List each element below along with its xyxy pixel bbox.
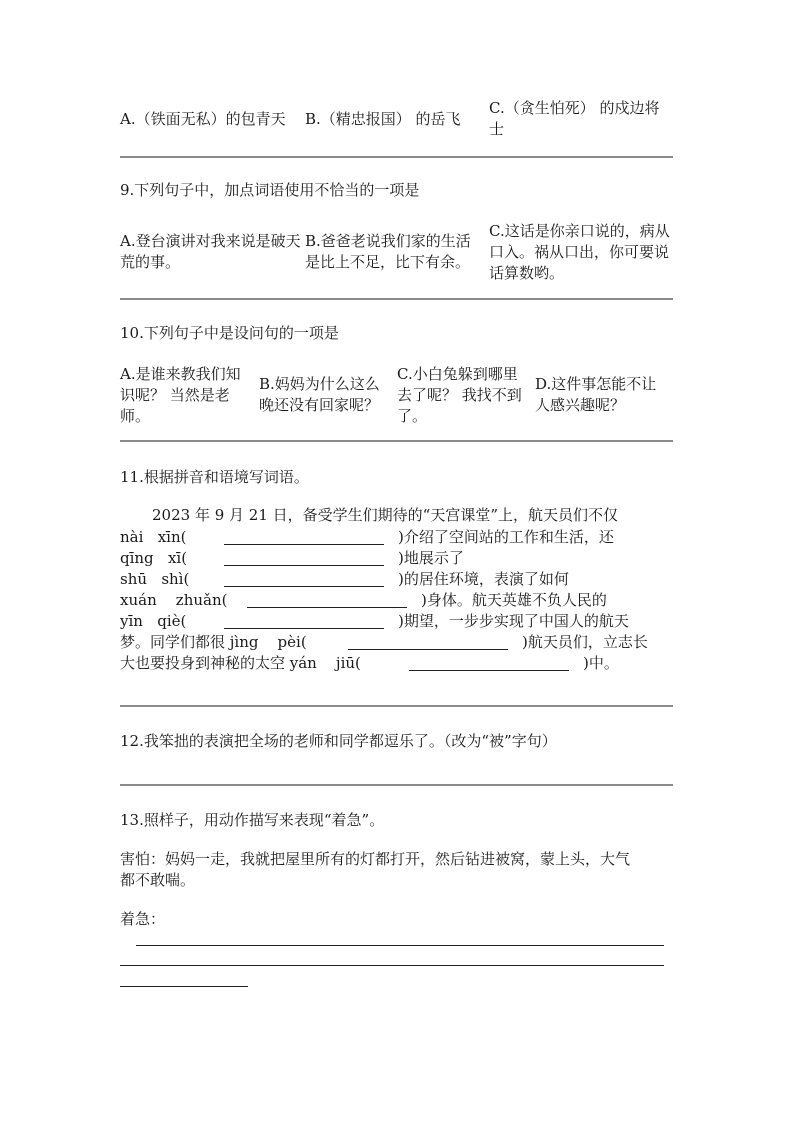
q11-pinyin-prompt: nài xīn(: [120, 528, 187, 546]
q9-stem: 9.下列句子中，加点词语使用不恰当的一项是: [120, 181, 420, 199]
answer-blank[interactable]: [224, 544, 384, 545]
q13-example-line: 都不敢喘。: [120, 871, 196, 889]
q12-stem: 12.我笨拙的表演把全场的老师和同学都逗乐了。（改为“被”字句）: [120, 732, 557, 750]
q11-context-text: )的居住环境，表演了如何: [398, 570, 569, 588]
answer-line[interactable]: [136, 945, 664, 946]
q11-pinyin-prompt: xuán zhuǎn(: [120, 591, 228, 609]
q11-context-text: )身体。航天英雄不负人民的: [421, 591, 607, 609]
q8-option-a: A.（铁面无私）的包青天: [120, 110, 286, 128]
divider: [120, 440, 673, 442]
divider: [120, 298, 673, 300]
q11-context-text: )介绍了空间站的工作和生活，还: [398, 528, 614, 546]
divider: [120, 705, 673, 707]
answer-blank[interactable]: [247, 607, 407, 608]
q13-answer-label: 着急：: [120, 910, 166, 928]
q11-context-text: )期望，一步步实现了中国人的航天: [398, 612, 629, 630]
q11-pinyin-prompt: shū shì(: [120, 570, 190, 588]
q11-context-text: 大也要投身到神秘的太空 yán jiū(: [120, 654, 361, 672]
q10-option-a: A.是谁来教我们知识呢？ 当然是老师。: [120, 365, 241, 425]
divider: [120, 784, 673, 786]
q11-paragraph-line: 2023 年 9 月 21 日，备受学生们期待的“天宫课堂”上，航天员们不仅: [152, 506, 618, 524]
answer-blank[interactable]: [224, 565, 384, 566]
q8-option-b: B.（精忠报国） 的岳飞: [305, 110, 461, 128]
answer-line[interactable]: [120, 965, 664, 966]
q13-example-line: 害怕：妈妈一走，我就把屋里所有的灯都打开，然后钻进被窝，蒙上头，大气: [120, 850, 631, 868]
q10-option-c: C.小白兔躲到哪里去了呢？ 我找不到了。: [397, 365, 522, 425]
q11-context-text: )地展示了: [398, 549, 464, 567]
answer-blank[interactable]: [224, 628, 384, 629]
q11-context-text: )航天员们，立志长: [522, 633, 648, 651]
q8-option-c: C.（贪生怕死） 的戍边将士: [489, 99, 660, 138]
q9-option-c: C.这话是你亲口说的，病从口入。祸从口出，你可要说话算数哟。: [489, 222, 670, 282]
q9-option-a: A.登台演讲对我来说是破天荒的事。: [120, 232, 301, 271]
q9-option-b: B.爸爸老说我们家的生活是比上不足，比下有余。: [305, 232, 471, 271]
answer-blank[interactable]: [224, 586, 384, 587]
divider: [120, 156, 673, 158]
q11-pinyin-prompt: yīn qiè(: [120, 612, 187, 630]
q10-stem: 10.下列句子中是设问句的一项是: [120, 324, 339, 342]
q10-option-d: D.这件事怎能不让人感兴趣呢？: [535, 375, 657, 414]
q13-stem: 13.照样子，用动作描写来表现“着急”。: [120, 811, 385, 829]
q10-option-b: B.妈妈为什么这么晚还没有回家呢？: [259, 375, 380, 414]
q11-context-text: )中。: [583, 654, 619, 672]
answer-blank[interactable]: [348, 649, 508, 650]
answer-blank[interactable]: [409, 670, 569, 671]
q11-context-text: 梦。同学们都很 jìng pèi(: [120, 633, 307, 651]
q11-pinyin-prompt: qīng xī(: [120, 549, 188, 567]
answer-line[interactable]: [120, 986, 248, 987]
q11-stem: 11.根据拼音和语境写词语。: [120, 468, 309, 486]
